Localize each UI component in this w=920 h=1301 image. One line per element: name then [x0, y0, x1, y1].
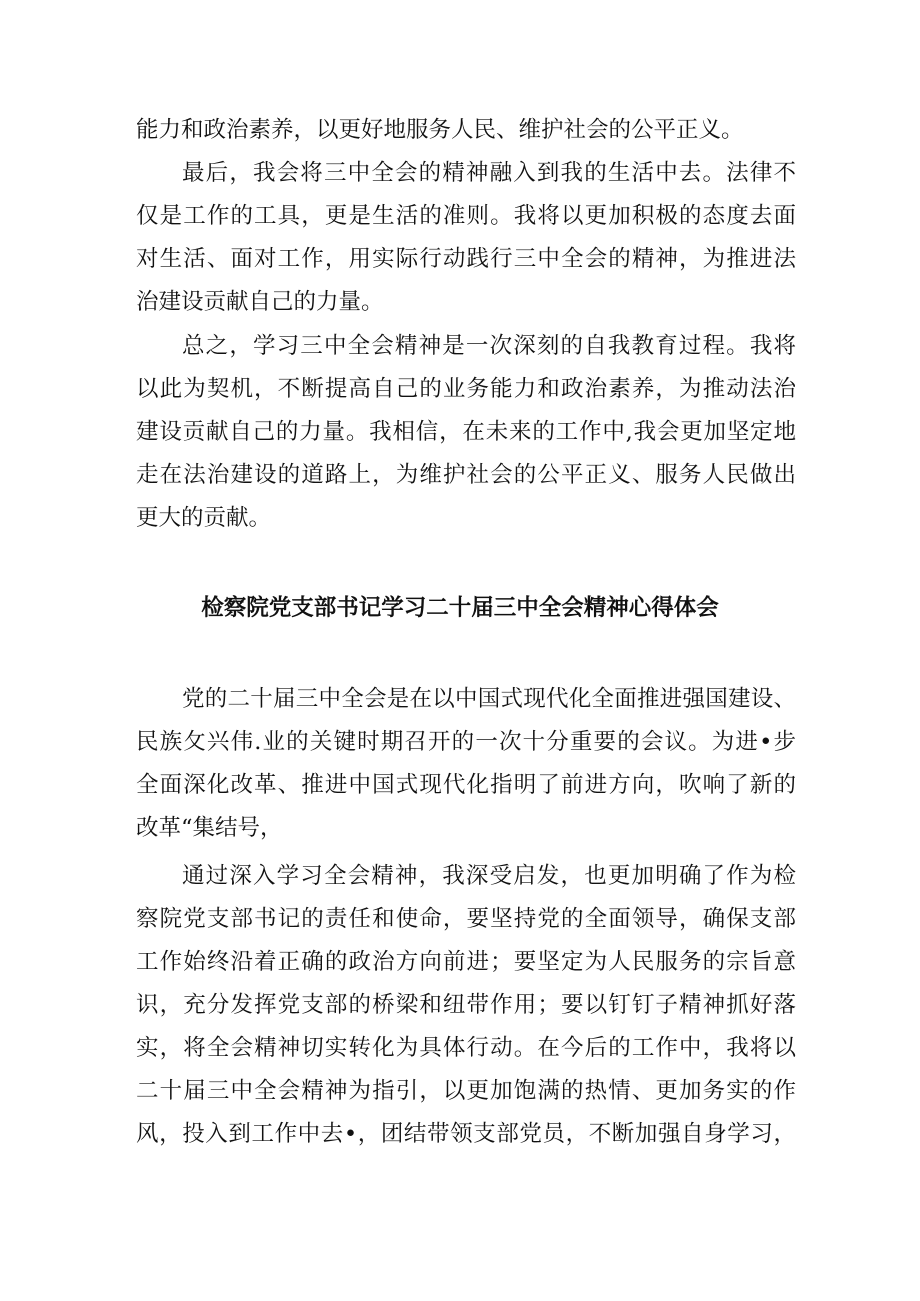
paragraph-line: 风，投入到工作中去•，团结带领支部党员，不断加强自身学习， [136, 1121, 796, 1147]
paragraph-line: 通过深入学习全会精神，我深受启发，也更加明确了作为检 [182, 863, 796, 889]
paragraph-line: 以此为契机，不断提高自己的业务能力和政治素养，为推动法治 [136, 376, 796, 402]
paragraph-line: 二十届三中全会精神为指引，以更加饱满的热情、更加务实的作 [136, 1078, 796, 1104]
paragraph-line: 民族攵兴伟.业的关键时期召开的一次十分重要的会议。为进•步 [136, 729, 796, 755]
paragraph-line: 全面深化改革、推进中国式现代化指明了前进方向，吹响了新的 [136, 772, 796, 798]
paragraph-line: 治建设贡献自己的力量。 [136, 289, 384, 315]
paragraph-line: 察院党支部书记的责任和使命，要坚持党的全面领导，确保支部 [136, 906, 796, 932]
paragraph-line: 建设贡献自己的力量。我相信，在未来的工作中,我会更加坚定地 [136, 419, 796, 445]
paragraph-line: 仅是工作的工具，更是生活的准则。我将以更加积极的态度去面 [136, 203, 796, 229]
section-heading: 检察院党支部书记学习二十届三中全会精神心得体会 [201, 595, 719, 621]
paragraph-line: 能力和政治素养，以更好地服务人民、维护社会的公平正义。 [136, 117, 744, 143]
paragraph-line: 总之，学习三中全会精神是一次深刻的自我教育过程。我将 [182, 333, 796, 359]
paragraph-line: 识，充分发挥党支部的桥梁和纽带作用；要以钉钉子精神抓好落 [136, 992, 796, 1018]
paragraph-line: 走在法治建设的道路上，为维护社会的公平正义、服务人民做出 [136, 462, 796, 488]
paragraph-line: 更大的贡献。 [136, 505, 272, 531]
paragraph-line: 对生活、面对工作，用实际行动践行三中全会的精神，为推进法 [136, 246, 796, 272]
paragraph-line: 实，将全会精神切实转化为具体行动。在今后的工作中，我将以 [136, 1035, 796, 1061]
paragraph-line: 党的二十届三中全会是在以中国式现代化全面推进强国建设、 [182, 686, 796, 712]
paragraph-line: 最后，我会将三中全会的精神融入到我的生活中去。法律不 [182, 160, 796, 186]
paragraph-line: 改革“集结号， [136, 815, 283, 841]
paragraph-line: 工作始终沿着正确的政治方向前进；要坚定为人民服务的宗旨意 [136, 949, 796, 975]
